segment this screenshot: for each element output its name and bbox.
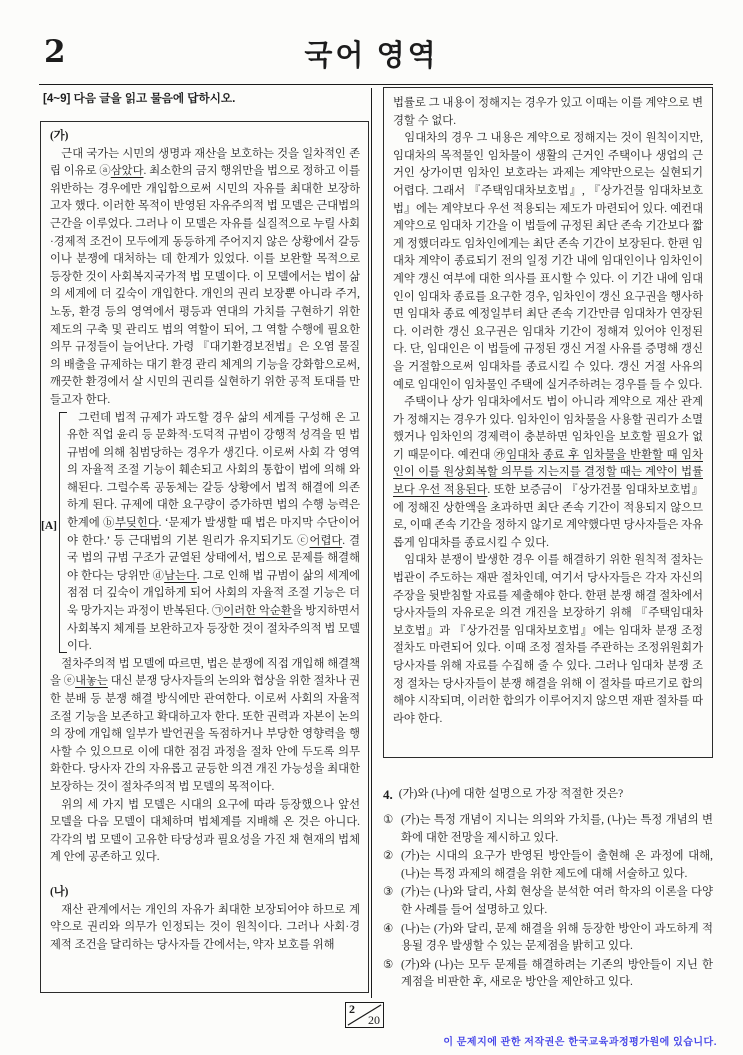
passage-b-paragraph-2: 임대차의 경우 그 내용은 계약으로 정해지는 것이 원칙이지만, 임대차의 목적물인 임차물이 생활의 근거인 주택이나 생업의 근거인 상가이면 임차인 보호라는 과제는 계약만으로는 실현되기 어렵다. 그래서 『주택임대차보호법』, 『상가건물 임대차보호법』에는 계약보다 우선 적용되는 제도가 마련되어 있다. 예컨대 계약으로 임대차 기간을 이 법들에 규정된 최단 존속 기간보다 짧게 정했더라도 임차인에게는 최단 존속 기간이 보장된다. 한편 임대차 계약이 종료되기 전의 일정 기간 내에 임대인이나 임차인이 계약 갱신 여부에 대한 의사를 표시할 수 있다. 이 기간 내에 임대인이 임대차 종료를 요구한 경우, 임차인이 갱신 요구권을 행사하면 임대차 종료 예정일부터 최단 존속 기간만큼 임대차가 연장된다. 이러한 갱신 요구권은 임대차 기간이 정해져 있어야 인정된다. 단, 임대인은 이 법들에 규정된 갱신 거절 사유를 증명해 갱신을 거절함으로써 임대차를 종료시킬 수 있다. 갱신 거절 사유의 예로 임대인이 임차물인 주택에 실거주하려는 경우를 들 수 있다.	[393, 132, 703, 391]
passage-a-paragraph-3: 절차주의적 법 모델에 따르면, 법은 분쟁에 직접 개입해 해결책을 ⓔ내놓는 대신 분쟁 당사자들의 논의와 협상을 위한 절차나 권한 분배 등 분쟁 해결 방식에만 관여한다. 이로써 사회의 자율적 조절 기능을 보존하고 확대하고자 한다. 또한 권력과 자본이 논의의 장에 개입해 일부가 발언권을 독점하거나 부당한 영향력을 행사할 수 있으므로 이에 대한 점검 과정을 절차 안에 두도록 의무화한다. 당사자 간의 자유롭고 균등한 의견 개진 가능성을 최대한 보장하는 것이 절차주의적 법 모델의 목적이다.	[50, 657, 360, 793]
header-page-number: 2	[44, 34, 66, 70]
option-5-marker: ⑤	[383, 958, 394, 971]
option-1-marker: ①	[383, 814, 394, 827]
passage-box-right-column	[383, 87, 713, 758]
header-rule	[39, 84, 713, 85]
option-2-marker: ②	[383, 850, 394, 863]
option-5-text: (가)와 (나)는 모두 문제를 해결하려는 기존의 방안들이 지닌 한계점을 비판한 후, 새로운 방안을 제안하고 있다.	[401, 958, 713, 988]
passage-b-paragraph-4: 임대차 분쟁이 발생한 경우 이를 해결하기 위한 원칙적 절차는 법관이 주도하는 재판 절차인데, 여기서 당사자들은 각자 자신의 주장을 뒷받침할 자료를 제출해야 한다. 한편 분쟁 해결 절차에서 당사자들의 자유로운 의견 개진을 보장하기 위해 『주택임대차보호법』과 『상가건물 임대차보호법』에는 임대차 분쟁 조정 절차도 마련되어 있다. 이때 조정 절차를 주관하는 조정위원회가 당사자를 위해 자료를 수집해 줄 수 있다. 그러나 임대차 분쟁 조정 절차는 당사자들이 분쟁 해결을 위해 이 절차를 따르기로 합의해야 시작되며, 이러한 합의가 이루어지지 않으면 재판 절차를 따라야 한다.	[393, 554, 703, 725]
answer-option-5	[383, 957, 713, 992]
passage-b-paragraph-3: 주택이나 상가 임대차에서도 법이 아니라 계약으로 재산 관계가 정해지는 경우가 있다. 임차인이 임차물을 사용할 권리가 소멸했거나 임차인의 경제력이 충분하면 임차인을 보호할 필요가 없기 때문이다. 예컨대 ㉮임대차 종료 후 임차물을 반환할 때 임차인이 이를 원상회복할 의무를 지는지를 결정할 때는 계약이 법률보다 우선 적용된다. 또한 보증금이 『상가건물 임대차보호법』에 정해진 상한액을 초과하면 최단 존속 기간이 적용되지 않으므로, 이때 존속 기간을 정하지 않기로 계약했다면 당사자들은 자유롭게 임대차를 종료시킬 수 있다.	[393, 396, 704, 549]
page-indicator-box	[345, 1002, 384, 1028]
current-page-number: 2	[349, 1002, 355, 1016]
option-4-marker: ④	[383, 922, 394, 935]
passage-a-paragraph-2: 그런데 법적 규제가 과도할 경우 삶의 세계를 구성해 온 고유한 직업 윤리 등 문화적·도덕적 규범이 강행적 성격을 띤 법 규범에 의해 침범당하는 경우가 생긴다. 이로써 사회 각 영역의 자율적 조절 기능이 훼손되고 사회의 통합이 법에 의해 와해된다. 그럴수록 공동체는 갈등 상황에서 법적 해결에 의존하게 된다. 규제에 대한 요구량이 증가하면 법의 수행 능력은 한계에 ⓑ부딪힌다. ‘문제가 발생할 때 법은 마지막 수단이어야 한다.’ 등 근대법의 기본 원리가 유지되기도 ⓒ어렵다. 결국 법의 규범 구조가 균열된 상태에서, 법으로 문제를 해결해야 한다는 당위만 ⓓ남는다. 그로 인해 법 규범이 삶의 세계에 점점 더 깊숙이 개입하게 되어 사회의 자율적 조절 기능은 더욱 망가지는 과정이 반복된다. ㉠이러한 악순환을 방지하면서 사회복지 체계를 보완하고자 등장한 것이 절차주의적 법 모델이다.	[67, 411, 361, 653]
bracket-a-line	[59, 412, 67, 653]
question-4	[383, 786, 713, 993]
bracketed-section-a	[41, 410, 361, 656]
passage-a-paragraph-1: 근대 국가는 시민의 생명과 재산을 보호하는 것을 일차적인 존립 이유로 ⓐ삼았다. 최소한의 금지 행위만을 법으로 정하고 이를 위반하는 경우에만 개입함으로써 시민의 자유를 최대한 보장하고자 했다. 이러한 목적이 반영된 자유주의적 법 모델은 근대법의 근간을 이루었다. 그러나 이 모델은 자유를 실질적으로 누릴 사회·경제적 조건이 모두에게 동등하게 주어지지 않은 상황에서 갈등이나 분쟁에 대처하는 데 한계가 있었다. 이를 보완할 목적으로 등장한 것이 사회복지국가적 법 모델이다. 이 모델에서는 법이 삶의 세계에 더 깊숙이 개입한다. 개인의 권리 보장뿐 아니라 주거, 노동, 환경 등의 영역에서 평등과 연대의 가치를 구현하기 위한 제도의 구축 및 관리도 법의 역할이 되어, 그 역할 수행에 필요한 의무 규정들이 늘어난다. 가령 『대기환경보전법』은 오염 물질의 배출을 규제하는 대기 환경 관리 체계의 기능을 강화함으로써, 깨끗한 환경에서 살 시민의 권리를 실현하기 위한 공적 토대를 만들고자 한다.	[50, 147, 360, 406]
question-range-instruction: [4~9] 다음 글을 읽고 물음에 답하시오.	[43, 92, 236, 105]
option-2-text: (가)는 시대의 요구가 반영된 방안들이 출현해 온 과정에 대해, (나)는 특정 과제의 해결을 위한 제도에 대해 서술하고 있다.	[401, 850, 713, 880]
question-4-stem: (가)와 (나)에 대한 설명으로 가장 적절한 것은?	[398, 788, 624, 800]
total-page-number: 20	[368, 1013, 380, 1027]
column-divider	[371, 88, 372, 998]
passage-a-label: (가)	[50, 130, 69, 142]
answer-options	[383, 812, 713, 991]
passage-b-paragraph-1-left: 재산 관계에서는 개인의 자유가 최대한 보장되어야 하므로 계약으로 권리와 의무가 인정되는 것이 원칙이다. 그러나 사회·경제적 조건을 달리하는 당사자들 간에서는, 약자 보호를 위해	[50, 903, 360, 951]
passage-a-paragraph-4: 위의 세 가지 법 모델은 시대의 요구에 따라 등장했으나 앞선 모델을 다음 모델이 대체하며 법체계를 지배해 온 것은 아니다. 각각의 법 모델이 고유한 타당성과 필요성을 가진 채 현재의 법체계 안에 공존하고 있다.	[50, 798, 360, 864]
answer-option-4	[383, 921, 713, 956]
passage-box-left-column	[40, 121, 369, 993]
answer-option-3	[383, 884, 713, 919]
option-4-text: (나)는 (가)와 달리, 문제 해결을 위해 등장한 방안이 과도하게 적용될 경우 발생할 수 있는 문제점을 밝히고 있다.	[401, 922, 713, 952]
answer-option-1	[383, 812, 713, 847]
question-4-number: 4.	[383, 787, 393, 802]
option-1-text: (가)는 특정 개념이 지니는 의의와 가치를, (나)는 특정 개념의 변화에 대한 전망을 제시하고 있다.	[401, 814, 713, 844]
answer-option-2	[383, 848, 713, 883]
bracket-a-label: [A]	[41, 519, 57, 532]
question-4-header	[383, 786, 713, 803]
passage-b-paragraph-1-continued: 법률로 그 내용이 정해지는 경우가 있고 이때는 이를 계약으로 변경할 수 없다.	[393, 97, 703, 127]
passage-b-label: (나)	[50, 885, 69, 898]
copyright-notice: 이 문제지에 관한 저작권은 한국교육과정평가원에 있습니다.	[443, 1037, 717, 1048]
option-3-marker: ③	[383, 886, 394, 899]
page-title: 국어 영역	[304, 40, 439, 72]
option-3-text: (가)는 (나)와 달리, 사회 현상을 분석한 여러 학자의 이론을 다양한 사례를 들어 설명하고 있다.	[401, 886, 713, 916]
